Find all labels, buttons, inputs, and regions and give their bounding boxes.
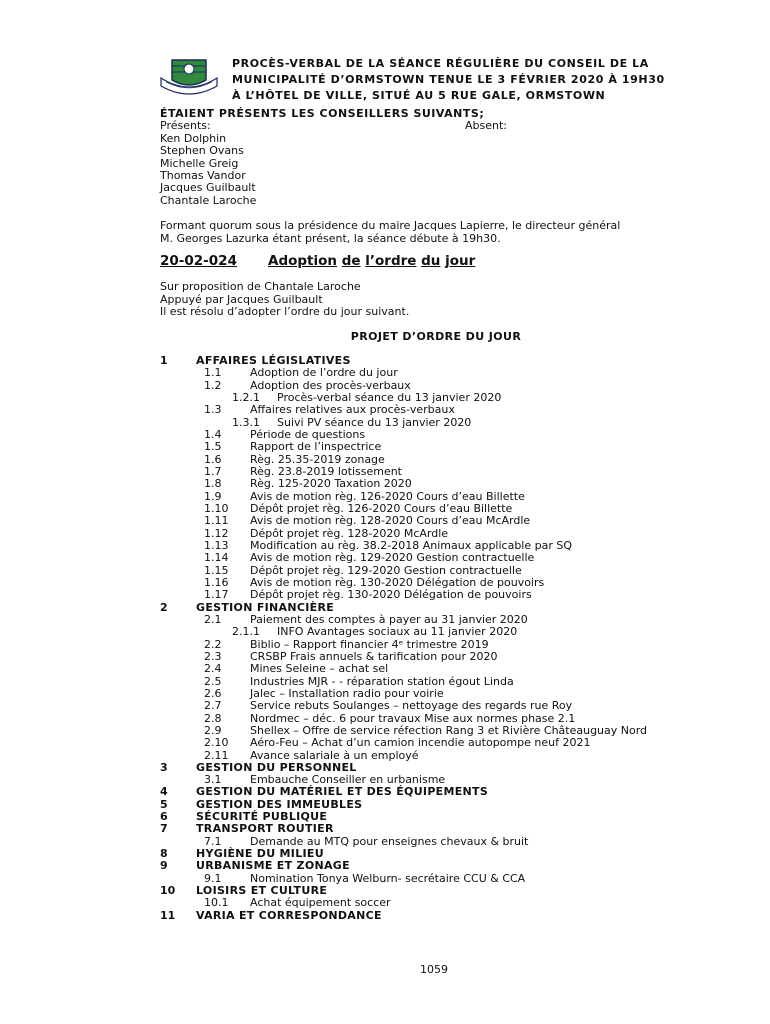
agenda-number: 2.1.1 [232, 625, 260, 639]
councillor-name: Thomas Vandor [160, 169, 246, 183]
agenda-number: 1.6 [204, 452, 222, 466]
agenda-number: 2.6 [204, 686, 222, 700]
agenda-number: 1 [160, 354, 168, 367]
agenda-number: 2.2 [204, 637, 222, 651]
agenda-text: Rapport de l’inspectrice [250, 440, 382, 454]
agenda-text: Avis de motion règ. 129-2020 Gestion contractuelle [250, 551, 535, 565]
agenda-text: TRANSPORT ROUTIER [196, 822, 334, 836]
agenda-item [160, 700, 720, 712]
agenda-number: 2.1 [204, 612, 222, 626]
resolution-title-word: l’ordre [365, 253, 417, 269]
title-line: À L’HÔTEL DE VILLE, SITUÉ AU 5 RUE GALE, ORMSTOWN [232, 89, 606, 102]
agenda-item [160, 589, 720, 601]
resolution-title-word: jour [445, 253, 476, 269]
agenda-text: Aéro-Feu – Achat d’un camion incendie autopompe neuf 2021 [250, 736, 591, 750]
agenda-text: GESTION DU PERSONNEL [196, 760, 357, 774]
agenda-number: 3 [160, 760, 168, 774]
councillor-name: Michelle Greig [160, 156, 239, 170]
agenda-section [160, 860, 720, 872]
agenda-text: Demande au MTQ pour enseignes chevaux & bruit [250, 834, 529, 848]
agenda-text: Dépôt projet règ. 128-2020 McArdle [250, 526, 449, 540]
agenda-text: Avis de motion règ. 126-2020 Cours d’eau Billette [250, 489, 525, 503]
agenda-number: 1.16 [204, 575, 229, 589]
proposal-block [160, 281, 409, 319]
councillor-name: Chantale Laroche [160, 193, 257, 207]
agenda-item [160, 404, 720, 416]
councillor-name: Jacques Guilbault [160, 181, 256, 195]
resolution-title-word: de [341, 253, 361, 269]
agenda-number: 8 [160, 847, 168, 861]
agenda-item [160, 897, 720, 909]
agenda-number: 2.3 [204, 649, 222, 663]
agenda-text: CRSBP Frais annuels & tarification pour 2020 [250, 649, 498, 663]
agenda-text: Règ. 125-2020 Taxation 2020 [250, 477, 412, 491]
municipal-crest-icon [158, 56, 220, 102]
proposal-line: Sur proposition de Chantale Laroche [160, 280, 361, 293]
agenda-text: Avis de motion règ. 128-2020 Cours d’eau McArdle [250, 514, 531, 528]
resolution-heading [160, 253, 476, 269]
agenda-number: 9.1 [204, 871, 222, 885]
agenda-text: Règ. 25.35-2019 zonage [250, 452, 385, 466]
agenda-number: 1.13 [204, 538, 229, 552]
councillor-name: Ken Dolphin [160, 131, 227, 145]
agenda-number: 11 [160, 908, 176, 922]
agenda-number: 1.9 [204, 489, 222, 503]
agenda-item [160, 429, 720, 441]
agenda-section [160, 885, 720, 897]
agenda-number: 1.2.1 [232, 390, 260, 404]
absent-label: Absent: [465, 119, 507, 133]
proposal-line: Il est résolu d’adopter l’ordre du jour suivant. [160, 305, 410, 319]
agenda-number: 1.5 [204, 440, 222, 454]
agenda-number: 5 [160, 797, 168, 811]
agenda-item [160, 713, 720, 725]
agenda-item [160, 441, 720, 453]
agenda-text: Dépôt projet règ. 130-2020 Délégation de pouvoirs [250, 588, 532, 602]
agenda-text: Service rebuts Soulanges – nettoyage des regards rue Roy [250, 699, 573, 713]
agenda-number: 6 [160, 810, 168, 824]
agenda-number: 2.9 [204, 723, 222, 737]
title-line: PROCÈS-VERBAL DE LA SÉANCE RÉGULIÈRE DU CONSEIL DE LA [232, 57, 649, 70]
councillor-name: Stephen Ovans [160, 144, 244, 158]
agenda-item [160, 676, 720, 688]
agenda-number: 2.5 [204, 674, 222, 688]
agenda-number: 7.1 [204, 834, 222, 848]
agenda-subitem [160, 417, 720, 429]
agenda-number: 1.3.1 [232, 415, 260, 429]
quorum-paragraph [160, 219, 720, 245]
agenda-item [160, 515, 720, 527]
agenda-text: Avance salariale à un employé [250, 748, 419, 762]
agenda-number: 2.4 [204, 662, 222, 676]
agenda-text: Modification au règ. 38.2-2018 Animaux applicable par SQ [250, 538, 573, 552]
agenda-item [160, 552, 720, 564]
agenda-number: 9 [160, 859, 168, 873]
agenda-text: GESTION DES IMMEUBLES [196, 797, 363, 811]
agenda-text: VARIA ET CORRESPONDANCE [196, 908, 382, 922]
present-label: Présents: [160, 119, 211, 133]
agenda-text: HYGIÈNE DU MILIEU [196, 847, 324, 861]
agenda-number: 1.14 [204, 551, 229, 565]
agenda-text: Mines Seleine – achat sel [250, 662, 389, 676]
page-number: 1059 [420, 963, 448, 976]
title-line: MUNICIPALITÉ D’ORMSTOWN TENUE LE 3 FÉVRIER 2020 À 19H30 [232, 73, 665, 86]
agenda-number: 2.8 [204, 711, 222, 725]
agenda-text: Nordmec – déc. 6 pour travaux Mise aux normes phase 2.1 [250, 711, 576, 725]
agenda-text: Adoption de l’ordre du jour [250, 366, 398, 380]
agenda-item [160, 663, 720, 675]
agenda-text: Procès-verbal séance du 13 janvier 2020 [277, 390, 502, 404]
agenda-number: 1.7 [204, 464, 222, 478]
agenda-item [160, 454, 720, 466]
agenda-number: 2.11 [204, 748, 229, 762]
agenda-text: Règ. 23.8-2019 lotissement [250, 464, 402, 478]
agenda-number: 1.8 [204, 477, 222, 491]
agenda-text: Biblio – Rapport financier 4ᵉ trimestre 2019 [250, 637, 489, 651]
agenda-number: 3.1 [204, 773, 222, 787]
minutes-title [232, 56, 712, 104]
agenda-number: 2 [160, 600, 168, 614]
agenda-text: GESTION FINANCIÈRE [196, 600, 335, 614]
agenda-text: Paiement des comptes à payer au 31 janvier 2020 [250, 612, 528, 626]
resolution-title-word: du [421, 253, 441, 269]
agenda-number: 1.2 [204, 378, 222, 392]
agenda-text: Dépôt projet règ. 126-2020 Cours d’eau Billette [250, 501, 513, 515]
attendance-heading: ÉTAIENT PRÉSENTS LES CONSEILLERS SUIVANTS; [160, 107, 485, 120]
agenda-text: Période de questions [250, 427, 366, 441]
agenda-number: 1.1 [204, 366, 222, 380]
agenda-number: 1.17 [204, 588, 229, 602]
agenda-number: 1.4 [204, 427, 222, 441]
agenda-number: 7 [160, 822, 168, 836]
agenda-section [160, 910, 720, 922]
agenda-text: Embauche Conseiller en urbanisme [250, 773, 446, 787]
quorum-line: Formant quorum sous la présidence du maire Jacques Lapierre, le directeur général [160, 219, 621, 232]
agenda-number: 1.3 [204, 403, 222, 417]
agenda-text: Dépôt projet règ. 129-2020 Gestion contractuelle [250, 563, 522, 577]
agenda-item [160, 651, 720, 663]
agenda-item [160, 737, 720, 749]
agenda-text: SÉCURITÉ PUBLIQUE [196, 810, 328, 824]
agenda-number: 1.12 [204, 526, 229, 540]
agenda-number: 10 [160, 884, 176, 898]
agenda-text: Jalec – Installation radio pour voirie [250, 686, 444, 700]
agenda-number: 1.11 [204, 514, 229, 528]
agenda-number: 2.10 [204, 736, 229, 750]
agenda-number: 1.10 [204, 501, 229, 515]
resolution-title [268, 253, 475, 269]
agenda-text: INFO Avantages sociaux au 11 janvier 2020 [277, 625, 518, 639]
agenda-title: PROJET D’ORDRE DU JOUR [350, 330, 522, 343]
agenda-text: Adoption des procès-verbaux [250, 378, 411, 392]
agenda-text: Achat équipement soccer [250, 896, 391, 910]
agenda-section [160, 355, 720, 367]
agenda-number: 1.15 [204, 563, 229, 577]
agenda-text: Industries MJR - - réparation station égout Linda [250, 674, 514, 688]
agenda-number: 2.7 [204, 699, 222, 713]
agenda-text: Nomination Tonya Welburn- secrétaire CCU & CCA [250, 871, 526, 885]
agenda-item [160, 478, 720, 490]
agenda-number: 10.1 [204, 896, 229, 910]
agenda-list [160, 355, 720, 922]
agenda-item [160, 750, 720, 762]
agenda-subitem [160, 626, 720, 638]
agenda-text: Avis de motion règ. 130-2020 Délégation de pouvoirs [250, 575, 545, 589]
agenda-section [160, 823, 720, 835]
agenda-number: 4 [160, 785, 168, 799]
agenda-text: Affaires relatives aux procès-verbaux [250, 403, 455, 417]
resolution-number: 20-02-024 [160, 253, 237, 269]
agenda-text: LOISIRS ET CULTURE [196, 884, 328, 898]
proposal-line: Appuyé par Jacques Guilbault [160, 292, 323, 306]
agenda-text: AFFAIRES LÉGISLATIVES [196, 354, 351, 367]
agenda-text: Suivi PV séance du 13 janvier 2020 [277, 415, 472, 429]
agenda-text: URBANISME ET ZONAGE [196, 859, 350, 873]
agenda-text: Shellex – Offre de service réfection Rang 3 et Rivière Châteauguay Nord [250, 723, 648, 737]
resolution-title-word: Adoption [268, 253, 338, 269]
agenda-item [160, 367, 720, 379]
agenda-item [160, 466, 720, 478]
agenda-text: GESTION DU MATÉRIEL ET DES ÉQUIPEMENTS [196, 785, 489, 799]
agenda-section [160, 786, 720, 798]
attendance-block [160, 108, 720, 207]
quorum-line: M. Georges Lazurka étant présent, la séance débute à 19h30. [160, 232, 501, 245]
